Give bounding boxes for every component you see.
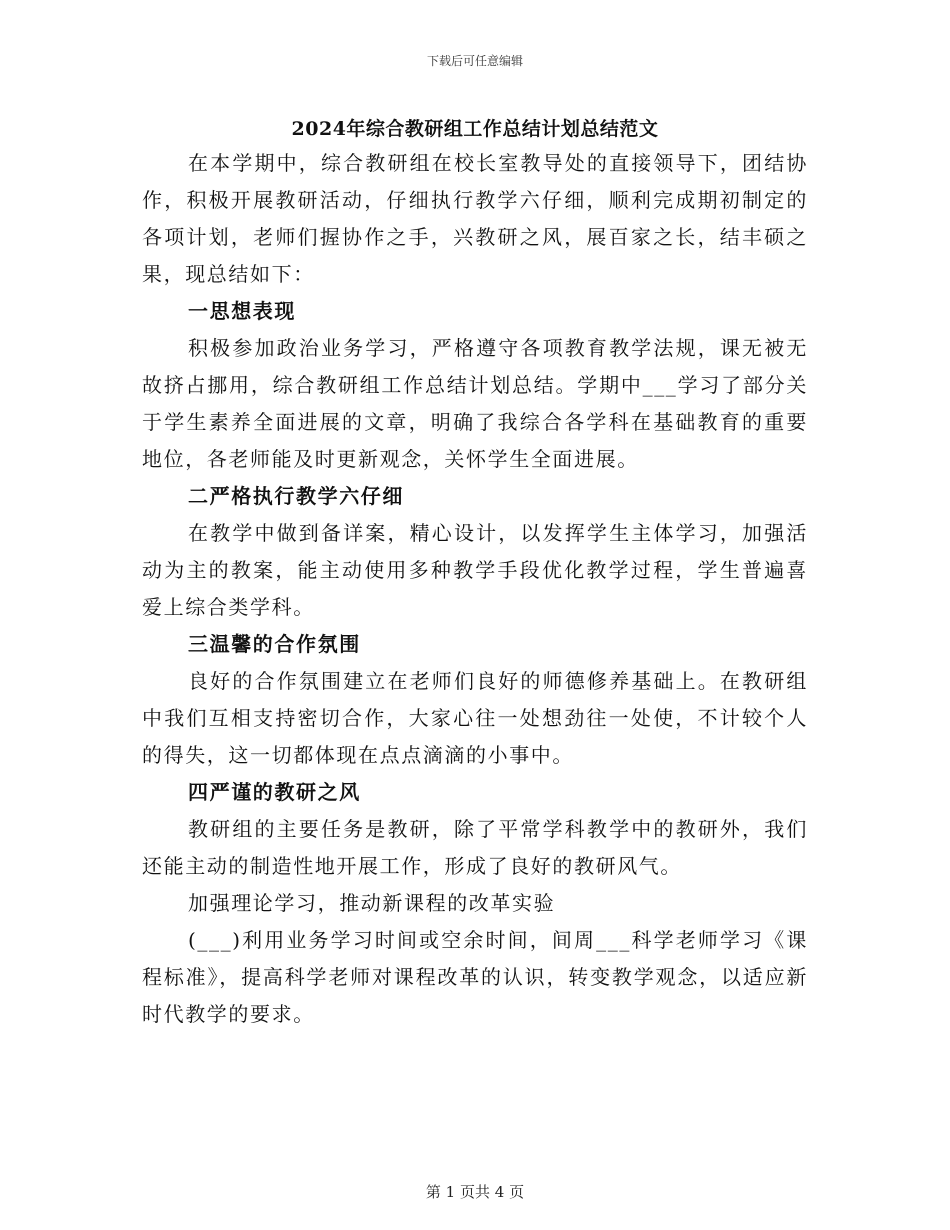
paragraph-3: 良好的合作氛围建立在老师们良好的师德修养基础上。在教研组中我们互相支持密切合作，大家心往一处想劲往一处使，不计较个人的得失，这一切都体现在点点滴滴的小事中。 xyxy=(142,669,808,767)
paragraph-intro: 在本学期中，综合教研组在校长室教导处的直接领导下，团结协作，积极开展教研活动，仔细执行教学六仔细，顺利完成期初制定的各项计划，老师们握协作之手，兴教研之风，展百家之长，结丰硕之果，现总结如下： xyxy=(142,151,808,286)
paragraph-1: 积极参加政治业务学习，严格遵守各项教育教学法规，课无被无故挤占挪用，综合教研组工作总结计划总结。学期中___学习了部分关于学生素养全面进展的文章，明确了我综合各学科在基础教育的重要地位，各老师能及时更新观念，关怀学生全面进展。 xyxy=(142,336,808,471)
section-heading-4: 四严谨的教研之风 xyxy=(188,780,361,804)
section-heading-1: 一思想表现 xyxy=(188,299,296,323)
page-title: 2024年综合教研组工作总结计划总结范文 xyxy=(291,118,659,140)
paragraph-6: (___)利用业务学习时间或空余时间，间周___科学老师学习《课程标准》，提高科学老师对课程改革的认识，转变教学观念，以适应新时代教学的要求。 xyxy=(142,928,808,1026)
section-heading-2: 二严格执行教学六仔细 xyxy=(188,484,404,508)
page-number: 第 1 页共 4 页 xyxy=(425,1183,525,1201)
section-heading-3: 三温馨的合作氛围 xyxy=(188,632,361,656)
paragraph-5: 加强理论学习，推动新课程的改革实验 xyxy=(188,891,556,915)
paragraph-2: 在教学中做到备详案，精心设计，以发挥学生主体学习，加强活动为主的教案，能主动使用多种教学手段优化教学过程，学生普遍喜爱上综合类学科。 xyxy=(142,521,808,619)
paragraph-4: 教研组的主要任务是教研，除了平常学科教学中的教研外，我们还能主动的制造性地开展工作，形成了良好的教研风气。 xyxy=(142,817,808,878)
header-note: 下载后可任意编辑 xyxy=(426,54,523,68)
document-body xyxy=(142,145,808,1033)
